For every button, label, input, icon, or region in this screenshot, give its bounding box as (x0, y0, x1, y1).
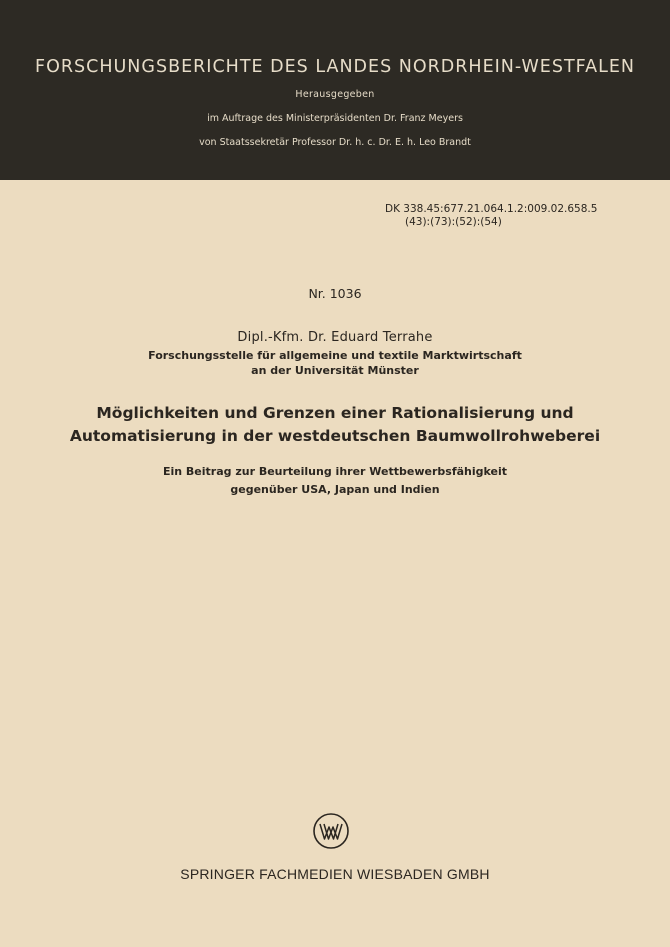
classification-line-1: DK 338.45:677.21.064.1.2:009.02.658.5 (385, 203, 598, 215)
editor-line-2: von Staatssekretär Professor Dr. h. c. Dr. E. h. Leo Brandt (199, 137, 471, 148)
subtitle-line-2: gegenüber USA, Japan und Indien (230, 483, 440, 496)
book-title-line-2: Automatisierung in der westdeutschen Baumwollrohweberei (69, 427, 601, 445)
classification-code (385, 203, 597, 229)
publisher-logo-icon (312, 812, 350, 850)
editor-line-1: im Auftrage des Ministerpräsidenten Dr. Franz Meyers (207, 113, 463, 124)
author-institution-line-2: an der Universität Münster (251, 364, 419, 377)
classification-line-2: (43):(73):(52):(54) (405, 216, 502, 228)
editor-label: Herausgegeben (295, 89, 375, 100)
publisher-name: SPRINGER FACHMEDIEN WIESBADEN GMBH (180, 866, 490, 882)
report-number: Nr. 1036 (308, 286, 362, 301)
series-header-band (0, 0, 670, 180)
series-title: FORSCHUNGSBERICHTE DES LANDES NORDRHEIN-WESTFALEN (35, 57, 635, 77)
subtitle-line-1: Ein Beitrag zur Beurteilung ihrer Wettbewerbsfähigkeit (162, 465, 508, 478)
book-title-line-1: Möglichkeiten und Grenzen einer Rationalisierung und (96, 404, 574, 422)
author-name: Dipl.-Kfm. Dr. Eduard Terrahe (237, 330, 433, 345)
author-institution-line-1: Forschungsstelle für allgemeine und textile Marktwirtschaft (148, 349, 522, 362)
